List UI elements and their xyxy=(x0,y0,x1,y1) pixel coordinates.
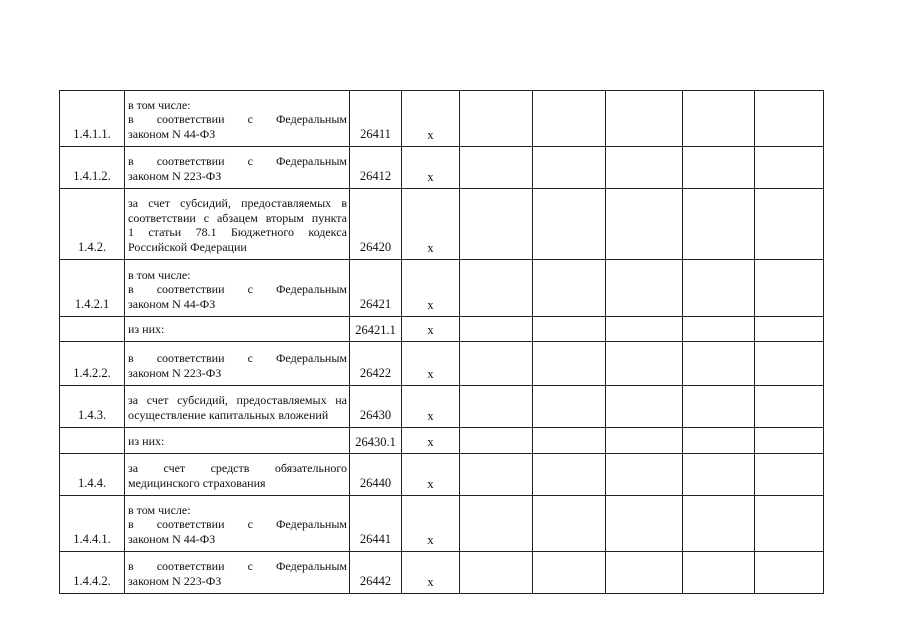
row-number: 1.4.3. xyxy=(60,386,125,428)
empty-value-cell[interactable] xyxy=(606,317,683,342)
empty-value-cell[interactable] xyxy=(755,552,824,594)
row-description xyxy=(125,342,350,386)
empty-value-cell[interactable] xyxy=(460,454,533,496)
row-number xyxy=(60,428,125,454)
row-description xyxy=(125,260,350,317)
description-line: законом N 44-ФЗ xyxy=(128,296,216,311)
description-line: осуществление капитальных вложений xyxy=(128,407,329,422)
table-row xyxy=(60,147,824,189)
row-number: 1.4.2.2. xyxy=(60,342,125,386)
empty-value-cell[interactable] xyxy=(460,91,533,147)
row-code: 26430 xyxy=(350,386,402,428)
empty-value-cell[interactable] xyxy=(755,428,824,454)
empty-value-cell[interactable] xyxy=(606,454,683,496)
empty-value-cell[interactable] xyxy=(533,428,606,454)
row-description xyxy=(125,496,350,552)
empty-value-cell[interactable] xyxy=(606,428,683,454)
description-line: за счет средств обязательного xyxy=(128,461,347,475)
empty-value-cell[interactable] xyxy=(460,428,533,454)
description-line: Российской Федерации xyxy=(128,239,247,254)
table-row xyxy=(60,91,824,147)
description-line: за счет субсидий, предоставляемых на xyxy=(128,393,347,407)
empty-value-cell[interactable] xyxy=(533,317,606,342)
table-row xyxy=(60,189,824,260)
empty-value-cell[interactable] xyxy=(533,147,606,189)
empty-value-cell[interactable] xyxy=(606,260,683,317)
empty-value-cell[interactable] xyxy=(460,189,533,260)
row-number: 1.4.1.1. xyxy=(60,91,125,147)
empty-value-cell[interactable] xyxy=(755,454,824,496)
empty-value-cell[interactable] xyxy=(683,428,755,454)
row-description xyxy=(125,386,350,428)
row-code: 26440 xyxy=(350,454,402,496)
row-code: 26442 xyxy=(350,552,402,594)
empty-value-cell[interactable] xyxy=(683,342,755,386)
empty-value-cell[interactable] xyxy=(755,386,824,428)
empty-value-cell[interactable] xyxy=(460,496,533,552)
not-applicable-mark: x xyxy=(402,260,460,317)
empty-value-cell[interactable] xyxy=(683,454,755,496)
row-code: 26441 xyxy=(350,496,402,552)
description-line: соответствии с абзацем вторым пункта xyxy=(128,210,347,225)
empty-value-cell[interactable] xyxy=(606,386,683,428)
description-line: законом N 44-ФЗ xyxy=(128,126,216,141)
empty-value-cell[interactable] xyxy=(606,342,683,386)
empty-value-cell[interactable] xyxy=(683,260,755,317)
table-row xyxy=(60,428,824,454)
description-line: в том числе: xyxy=(128,502,191,517)
description-line: в том числе: xyxy=(128,267,191,282)
row-description xyxy=(125,428,350,454)
empty-value-cell[interactable] xyxy=(755,317,824,342)
empty-value-cell[interactable] xyxy=(606,552,683,594)
empty-value-cell[interactable] xyxy=(533,91,606,147)
description-line: законом N 223-ФЗ xyxy=(128,573,222,588)
empty-value-cell[interactable] xyxy=(755,496,824,552)
row-code: 26421.1 xyxy=(350,317,402,342)
row-number xyxy=(60,317,125,342)
not-applicable-mark: x xyxy=(402,428,460,454)
empty-value-cell[interactable] xyxy=(683,552,755,594)
description-line: за счет субсидий, предоставляемых в xyxy=(128,196,347,210)
description-line: медицинского страхования xyxy=(128,475,266,490)
row-description xyxy=(125,317,350,342)
row-code: 26411 xyxy=(350,91,402,147)
row-number: 1.4.1.2. xyxy=(60,147,125,189)
row-number: 1.4.4. xyxy=(60,454,125,496)
description-line: 1 статьи 78.1 Бюджетного кодекса xyxy=(128,225,347,239)
description-line: в соответствии с Федеральным xyxy=(128,112,347,126)
table-row xyxy=(60,386,824,428)
empty-value-cell[interactable] xyxy=(606,91,683,147)
empty-value-cell[interactable] xyxy=(683,189,755,260)
empty-value-cell[interactable] xyxy=(755,189,824,260)
not-applicable-mark: x xyxy=(402,91,460,147)
description-line: в соответствии с Федеральным xyxy=(128,282,347,296)
empty-value-cell[interactable] xyxy=(755,260,824,317)
empty-value-cell[interactable] xyxy=(683,317,755,342)
table-row xyxy=(60,260,824,317)
not-applicable-mark: x xyxy=(402,342,460,386)
table-row xyxy=(60,342,824,386)
empty-value-cell[interactable] xyxy=(460,317,533,342)
description-line: в соответствии с Федеральным xyxy=(128,517,347,531)
empty-value-cell[interactable] xyxy=(683,147,755,189)
description-line: законом N 44-ФЗ xyxy=(128,531,216,546)
empty-value-cell[interactable] xyxy=(606,189,683,260)
row-code: 26421 xyxy=(350,260,402,317)
row-description xyxy=(125,454,350,496)
row-number: 1.4.2. xyxy=(60,189,125,260)
empty-value-cell[interactable] xyxy=(460,342,533,386)
empty-value-cell[interactable] xyxy=(606,147,683,189)
empty-value-cell[interactable] xyxy=(683,91,755,147)
table-body xyxy=(60,91,824,594)
row-code: 26412 xyxy=(350,147,402,189)
table-row xyxy=(60,454,824,496)
description-line: законом N 223-ФЗ xyxy=(128,365,222,380)
empty-value-cell[interactable] xyxy=(683,386,755,428)
empty-value-cell[interactable] xyxy=(533,496,606,552)
empty-value-cell[interactable] xyxy=(460,147,533,189)
description-line: из них: xyxy=(128,321,165,336)
empty-value-cell[interactable] xyxy=(533,189,606,260)
empty-value-cell[interactable] xyxy=(683,496,755,552)
not-applicable-mark: x xyxy=(402,552,460,594)
row-code: 26422 xyxy=(350,342,402,386)
empty-value-cell[interactable] xyxy=(460,260,533,317)
not-applicable-mark: x xyxy=(402,317,460,342)
description-line: из них: xyxy=(128,433,165,448)
budget-indicators-table xyxy=(59,90,824,594)
not-applicable-mark: x xyxy=(402,189,460,260)
empty-value-cell[interactable] xyxy=(755,91,824,147)
not-applicable-mark: x xyxy=(402,147,460,189)
empty-value-cell[interactable] xyxy=(533,386,606,428)
empty-value-cell[interactable] xyxy=(460,552,533,594)
table-row xyxy=(60,317,824,342)
row-number: 1.4.2.1 xyxy=(60,260,125,317)
row-number: 1.4.4.2. xyxy=(60,552,125,594)
row-code: 26430.1 xyxy=(350,428,402,454)
row-description xyxy=(125,552,350,594)
empty-value-cell[interactable] xyxy=(755,147,824,189)
row-description xyxy=(125,91,350,147)
empty-value-cell[interactable] xyxy=(533,342,606,386)
description-line: в том числе: xyxy=(128,97,191,112)
not-applicable-mark: x xyxy=(402,386,460,428)
table-row xyxy=(60,496,824,552)
not-applicable-mark: x xyxy=(402,496,460,552)
not-applicable-mark: x xyxy=(402,454,460,496)
row-number: 1.4.4.1. xyxy=(60,496,125,552)
empty-value-cell[interactable] xyxy=(755,342,824,386)
row-code: 26420 xyxy=(350,189,402,260)
empty-value-cell[interactable] xyxy=(533,454,606,496)
table-row xyxy=(60,552,824,594)
empty-value-cell[interactable] xyxy=(533,260,606,317)
row-description xyxy=(125,189,350,260)
description-line: в соответствии с Федеральным xyxy=(128,351,347,365)
description-line: в соответствии с Федеральным xyxy=(128,559,347,573)
empty-value-cell[interactable] xyxy=(460,386,533,428)
empty-value-cell[interactable] xyxy=(606,496,683,552)
empty-value-cell[interactable] xyxy=(533,552,606,594)
row-description xyxy=(125,147,350,189)
description-line: в соответствии с Федеральным xyxy=(128,154,347,168)
description-line: законом N 223-ФЗ xyxy=(128,168,222,183)
